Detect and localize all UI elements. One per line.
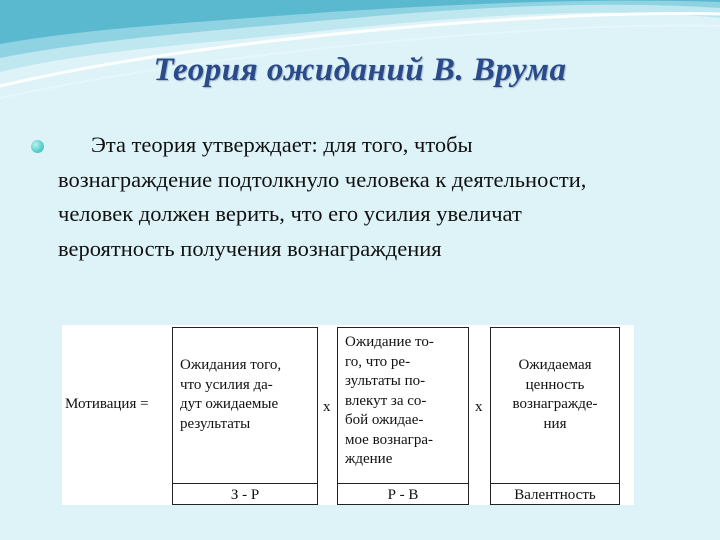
formula-box-text: Ожидаемая ценность вознагражде- ния <box>512 357 598 432</box>
slide-title: Теория ожиданий В. Врума <box>153 52 567 88</box>
formula-box-divider <box>173 483 317 484</box>
multiply-sign: x <box>323 399 331 415</box>
formula-box-divider <box>338 483 468 484</box>
formula-box-result-reward <box>337 327 469 505</box>
formula-box-effort-result <box>172 327 318 505</box>
formula-box-text: Ожидание то- го, что ре- зультаты по- влекут за со- бой ожидае- мое вознагра- ждение <box>345 334 434 467</box>
formula-box-valence <box>490 327 620 505</box>
formula-box-footer: Валентность <box>514 487 596 503</box>
formula-box-text: Ожидания того, что усилия да- дут ожидаемые результаты <box>180 357 282 432</box>
bullet-icon <box>31 140 44 153</box>
bullet-text: Эта теория утверждает: для того, чтобы вознаграждение подтолкнуло человека к деятельности, человек должен верить, что его усилия увеличат вероятность получения вознаграждения <box>58 132 587 261</box>
formula-box-divider <box>491 483 619 484</box>
formula-box-footer: Р - В <box>387 487 419 503</box>
formula-left-label: Мотивация = <box>65 396 149 412</box>
multiply-sign: x <box>475 399 483 415</box>
formula-box-footer: З - Р <box>230 487 260 503</box>
motivation-formula <box>62 325 634 505</box>
